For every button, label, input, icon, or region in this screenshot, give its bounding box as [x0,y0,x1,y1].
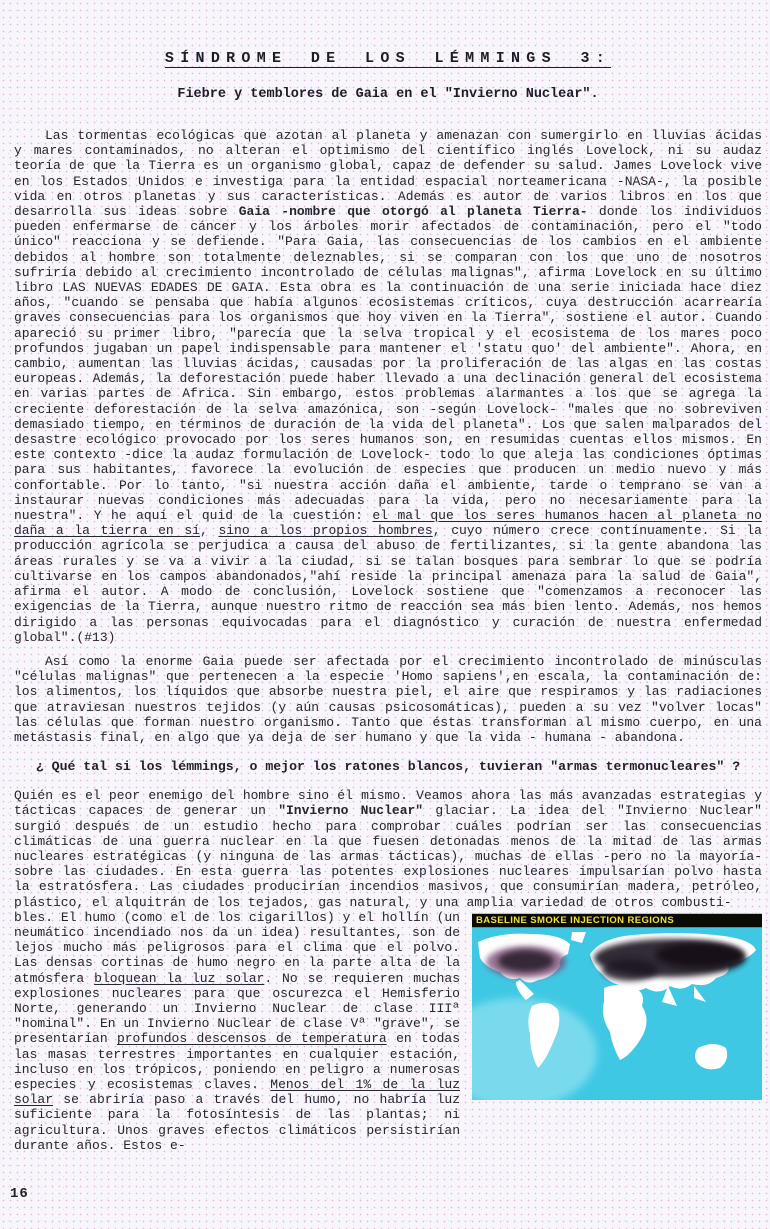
article-title: SÍNDROME DE LOS LÉMMINGS 3: [164,50,612,67]
paragraph-nuclear-winter-intro: Quién es el peor enemigo del hombre sino él mismo. Veamos ahora las más avanzadas estrategias y tácticas capaces de generar un "Invierno Nuclear" glaciar. La idea del "Invierno Nuclear" surgió después de un estudio hecho para comprobar cuáles podrían ser las consecuencias climáticas de una guerra nuclear en la que fuesen detonadas menos de la mitad de las armas nucleares estratégicas (y ninguna de las armas tácticas), muchas de ellas -pero no la mayoría- sobre las ciudades. En esta guerra las potentes explosiones nucleares impulsarían polvo hasta la estratósfera. Las ciudades producirían incendios masivos, que consumirían madera, petróleo, plástico, el alquitrán de los tejados, gas natural, y una amplia variedad de otros combusti- [14,788,762,910]
paragraph-lovelock-gaia: Las tormentas ecológicas que azotan al planeta y amenazan con sumergirlo en lluvias ácidas y mares contaminados, no alteran el optimismo del científico inglés Lovelock, ni su audaz teoría de que la Tierra es un organismo global, capaz de defender su salud. James Lovelock vive en los Estados Unidos e investiga para la entidad espacial norteamericana -NASA-, la posible vida en otros planetas y sus características. Además es autor de varios libros en los que desarrolla sus ideas sobre Gaia -nombre que otorgó al planeta Tierra- donde los individuos pueden enfermarse de cáncer y los árboles morir afectados de contaminación, pero el "todo único" reacciona y se defiende. "Para Gaia, las consecuencias de los cambios en el ambiente debidos al hombre son totalmente deleznables, si se comparan con los que uno de nosotros sufriría debido al crecimiento incontrolado de células malignas", afirma Lovelock en su último libro LAS NUEVAS EDADES DE GAIA. Esta obra es la continuación de una serie iniciada hace diez años, "cuando se pensaba que había algunos ecosistemas críticos, cuya destrucción acarrearía graves consecuencias para los organismos que hoy viven en la Tierra", sostiene el autor. Cuando apareció su primer libro, "parecía que la selva tropical y el ecosistema de los mares poco profundos jugaban un papel indispensable para mantener el 'statu quo' del ambiente". Ahora, en cambio, aumentan las lluvias ácidas, causadas por la proliferación de las algas en las costas europeas. Además, la deforestación puede haber llevado a una declinación general del ecosistema en varias partes de Africa. Sin embargo, estos problemas alarmantes a los que se agrega la creciente deforestación de la selva amazónica, son -según Lovelock- "males que no sobreviven demasiado tiempo, en términos de duración de la vida del planeta". Los que salen malparados del desastre ecológico provocado por los seres humanos son, en resumidas cuentas ellos mismos. En este contexto -dice la audaz formulación de Lovelock- todo lo que aleja las condiciones óptimas para sus habitantes, favorece la evolución de especies que producen un medio nuevo y más confortable. Por lo tanto, "si nuestra acción daña el ambiente, tarde o temprano se van a instaurar nuevas condiciones más adecuadas para la vida, pero no necesariamente para la nuestra". Y he aquí el quid de la cuestión: el mal que los seres humanos hacen al planeta no daña a la tierra en sí, sino a los propios hombres, cuyo número crece contínuamente. Si la producción agrícola se perjudica a causa del abuso de fertilizantes, si la gente abandona las áreas rurales y se va a vivir a la ciudad, si se talan bosques para sembrar lo que se podría cultivarse en los campos abandonados,"ahí reside la principal amenaza para la salud de Gaia", afirma el autor. A modo de conclusión, Lovelock sostiene que "comenzamos a reconocer las exigencias de la Tierra, aunque nuestro ritmo de reacción sea más bien lento. Además, nos hemos dirigido a las personas equivocadas para el diagnóstico y curación de nuestra enfermedad global".(#13) [14,128,762,645]
smoke-region-north-america-core [498,950,554,972]
smoke-region-europe [602,959,658,981]
map-title: BASELINE SMOKE INJECTION REGIONS [476,914,675,926]
smoke-map-figure [472,913,762,1100]
section-heading-lemmings: ¿ Qué tal si los lémmings, o mejor los ratones blancos, tuvieran "armas termonucleares" ? [35,759,741,775]
paragraph-nuclear-winter-effects: bles. El humo (como el de los cigarillos) y el hollín (un neumático incendiado nos da un idea) resultantes, son de lejos mucho más peligrosos para el clima que el polvo. Las densas cortinas de humo negro en la parte alta de la atmósfera bloquean la luz solar. No se requieren muchas explosiones nucleares para que oscurezca el Hemisferio Norte, generando un Invierno Nuclear de clase IIIª "nominal". En un Invierno Nuclear de clase Vª "grave", se presentarían profundos descensos de temperatura en todas las masas terrestres importantes en cualquier estación, incluso en los trópicos, poniendo en peligro a numerosas especies y ecosistemas claves. Menos del 1% de la luz solar se abriría paso a través del humo, no habría luz suficiente para la fotosíntesis de las plantas; ni agricultura. Unos graves efectos climáticos persistirían durante años. Estos e- [14,909,461,1153]
continent-australia [695,1044,727,1069]
article-subtitle: Fiebre y temblores de Gaia en el "Invierno Nuclear". [177,87,599,102]
smoke-region-siberia-core [656,942,744,968]
world-map-image [472,928,762,1100]
paragraph-gaia-cells: Así como la enorme Gaia puede ser afectada por el crecimiento incontrolado de minúsculas "células malignas" que pertenecen a la especie 'Homo sapiens',en escala, la contaminación de: los alimentos, los líquidos que absorbe nuestra piel, el aire que respiramos y las radiaciones que atraviesan nuestros tejidos (y aún causas psicosomáticas), pueden a su vez "volver locas" las células que forman nuestro organismo. Tanto que éstas transforman al mismo cuerpo, en una metástasis final, en algo que ya deja de ser humano y que la vida - humana - abandona. [14,653,762,745]
nuclear-winter-wrap [14,910,762,1153]
page-number: 16 [10,1186,29,1202]
map-title-bar [472,913,762,928]
